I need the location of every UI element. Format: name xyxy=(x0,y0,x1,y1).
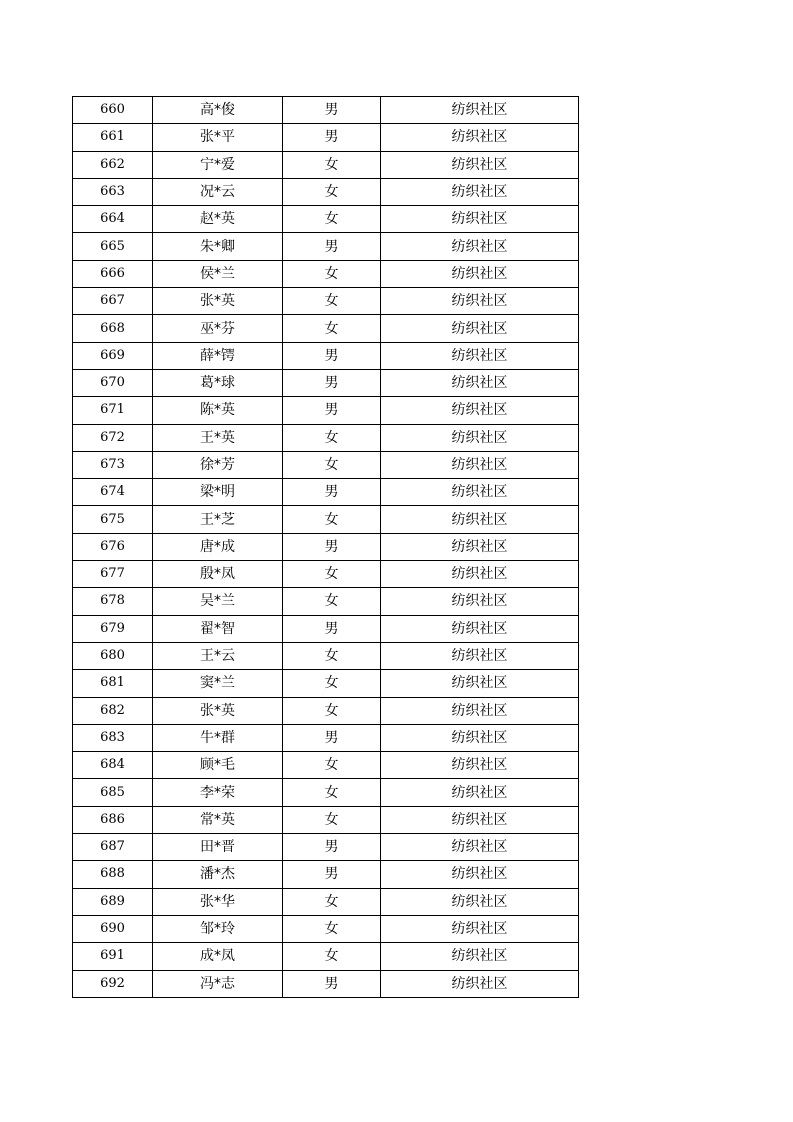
cell-gender: 男 xyxy=(283,533,381,560)
cell-community: 纺织社区 xyxy=(381,369,579,396)
cell-community: 纺织社区 xyxy=(381,806,579,833)
cell-community: 纺织社区 xyxy=(381,424,579,451)
cell-name: 常*英 xyxy=(153,806,283,833)
cell-name: 王*芝 xyxy=(153,506,283,533)
cell-community: 纺织社区 xyxy=(381,970,579,997)
table-row xyxy=(73,260,579,287)
table-row xyxy=(73,479,579,506)
cell-number: 673 xyxy=(73,451,153,478)
cell-number: 687 xyxy=(73,834,153,861)
cell-number: 664 xyxy=(73,206,153,233)
table-row xyxy=(73,888,579,915)
cell-number: 662 xyxy=(73,151,153,178)
cell-community: 纺织社区 xyxy=(381,752,579,779)
table-row xyxy=(73,178,579,205)
cell-community: 纺织社区 xyxy=(381,288,579,315)
cell-community: 纺织社区 xyxy=(381,97,579,124)
table-row xyxy=(73,233,579,260)
cell-name: 宁*爱 xyxy=(153,151,283,178)
cell-number: 688 xyxy=(73,861,153,888)
cell-number: 668 xyxy=(73,315,153,342)
cell-gender: 女 xyxy=(283,697,381,724)
cell-community: 纺织社区 xyxy=(381,206,579,233)
cell-name: 殷*凤 xyxy=(153,561,283,588)
cell-gender: 女 xyxy=(283,670,381,697)
cell-gender: 女 xyxy=(283,451,381,478)
cell-community: 纺织社区 xyxy=(381,642,579,669)
cell-number: 678 xyxy=(73,588,153,615)
cell-number: 671 xyxy=(73,397,153,424)
cell-gender: 女 xyxy=(283,506,381,533)
table-row xyxy=(73,642,579,669)
cell-community: 纺织社区 xyxy=(381,533,579,560)
table-row xyxy=(73,561,579,588)
cell-gender: 女 xyxy=(283,288,381,315)
table-row xyxy=(73,615,579,642)
cell-community: 纺织社区 xyxy=(381,670,579,697)
table-row xyxy=(73,151,579,178)
cell-number: 667 xyxy=(73,288,153,315)
cell-community: 纺织社区 xyxy=(381,178,579,205)
table-row xyxy=(73,943,579,970)
cell-gender: 女 xyxy=(283,588,381,615)
cell-number: 672 xyxy=(73,424,153,451)
table-row xyxy=(73,369,579,396)
cell-number: 679 xyxy=(73,615,153,642)
table-row xyxy=(73,124,579,151)
table-row xyxy=(73,533,579,560)
cell-name: 徐*芳 xyxy=(153,451,283,478)
table-row xyxy=(73,915,579,942)
cell-name: 况*云 xyxy=(153,178,283,205)
cell-number: 685 xyxy=(73,779,153,806)
roster-table xyxy=(72,96,579,998)
cell-name: 梁*明 xyxy=(153,479,283,506)
cell-name: 侯*兰 xyxy=(153,260,283,287)
table-row xyxy=(73,724,579,751)
table-row xyxy=(73,970,579,997)
cell-number: 684 xyxy=(73,752,153,779)
cell-community: 纺织社区 xyxy=(381,724,579,751)
cell-community: 纺织社区 xyxy=(381,342,579,369)
cell-community: 纺织社区 xyxy=(381,479,579,506)
cell-community: 纺织社区 xyxy=(381,151,579,178)
cell-number: 680 xyxy=(73,642,153,669)
cell-gender: 女 xyxy=(283,642,381,669)
cell-gender: 男 xyxy=(283,479,381,506)
cell-number: 660 xyxy=(73,97,153,124)
cell-number: 666 xyxy=(73,260,153,287)
table-row xyxy=(73,588,579,615)
cell-gender: 女 xyxy=(283,779,381,806)
cell-number: 682 xyxy=(73,697,153,724)
cell-number: 689 xyxy=(73,888,153,915)
cell-number: 690 xyxy=(73,915,153,942)
cell-number: 691 xyxy=(73,943,153,970)
cell-gender: 女 xyxy=(283,943,381,970)
cell-community: 纺织社区 xyxy=(381,588,579,615)
cell-name: 顾*毛 xyxy=(153,752,283,779)
cell-gender: 男 xyxy=(283,369,381,396)
table-row xyxy=(73,752,579,779)
cell-community: 纺织社区 xyxy=(381,233,579,260)
table-row xyxy=(73,834,579,861)
cell-gender: 男 xyxy=(283,97,381,124)
cell-gender: 女 xyxy=(283,561,381,588)
cell-gender: 女 xyxy=(283,424,381,451)
table-row xyxy=(73,397,579,424)
cell-name: 王*英 xyxy=(153,424,283,451)
cell-community: 纺织社区 xyxy=(381,561,579,588)
cell-number: 676 xyxy=(73,533,153,560)
cell-number: 681 xyxy=(73,670,153,697)
cell-number: 677 xyxy=(73,561,153,588)
cell-gender: 男 xyxy=(283,124,381,151)
table-row xyxy=(73,206,579,233)
cell-number: 661 xyxy=(73,124,153,151)
cell-community: 纺织社区 xyxy=(381,315,579,342)
cell-community: 纺织社区 xyxy=(381,834,579,861)
cell-community: 纺织社区 xyxy=(381,915,579,942)
table-row xyxy=(73,288,579,315)
cell-gender: 男 xyxy=(283,233,381,260)
cell-gender: 女 xyxy=(283,178,381,205)
cell-name: 陈*英 xyxy=(153,397,283,424)
cell-gender: 女 xyxy=(283,915,381,942)
cell-community: 纺织社区 xyxy=(381,397,579,424)
cell-community: 纺织社区 xyxy=(381,260,579,287)
table-row xyxy=(73,424,579,451)
cell-name: 巫*芬 xyxy=(153,315,283,342)
cell-number: 675 xyxy=(73,506,153,533)
cell-gender: 男 xyxy=(283,970,381,997)
table-row xyxy=(73,861,579,888)
cell-number: 663 xyxy=(73,178,153,205)
cell-gender: 女 xyxy=(283,806,381,833)
cell-gender: 女 xyxy=(283,752,381,779)
cell-gender: 女 xyxy=(283,888,381,915)
cell-name: 潘*杰 xyxy=(153,861,283,888)
cell-gender: 男 xyxy=(283,615,381,642)
table-row xyxy=(73,342,579,369)
cell-community: 纺织社区 xyxy=(381,615,579,642)
cell-gender: 女 xyxy=(283,206,381,233)
table-row xyxy=(73,697,579,724)
cell-community: 纺织社区 xyxy=(381,861,579,888)
cell-name: 李*荣 xyxy=(153,779,283,806)
table-row xyxy=(73,97,579,124)
table-row xyxy=(73,451,579,478)
table-row xyxy=(73,506,579,533)
cell-number: 674 xyxy=(73,479,153,506)
table-row xyxy=(73,670,579,697)
cell-name: 薛*锷 xyxy=(153,342,283,369)
cell-name: 张*华 xyxy=(153,888,283,915)
cell-number: 683 xyxy=(73,724,153,751)
cell-number: 669 xyxy=(73,342,153,369)
cell-number: 670 xyxy=(73,369,153,396)
cell-name: 窦*兰 xyxy=(153,670,283,697)
cell-name: 朱*卿 xyxy=(153,233,283,260)
roster-table-body xyxy=(73,97,579,998)
cell-name: 张*英 xyxy=(153,697,283,724)
cell-gender: 女 xyxy=(283,260,381,287)
cell-community: 纺织社区 xyxy=(381,697,579,724)
cell-name: 唐*成 xyxy=(153,533,283,560)
cell-gender: 男 xyxy=(283,834,381,861)
cell-number: 686 xyxy=(73,806,153,833)
cell-name: 张*平 xyxy=(153,124,283,151)
cell-name: 王*云 xyxy=(153,642,283,669)
table-row xyxy=(73,806,579,833)
table-row xyxy=(73,315,579,342)
cell-name: 成*凤 xyxy=(153,943,283,970)
cell-community: 纺织社区 xyxy=(381,124,579,151)
cell-number: 665 xyxy=(73,233,153,260)
cell-name: 冯*志 xyxy=(153,970,283,997)
cell-name: 张*英 xyxy=(153,288,283,315)
cell-name: 邹*玲 xyxy=(153,915,283,942)
cell-gender: 女 xyxy=(283,151,381,178)
cell-community: 纺织社区 xyxy=(381,506,579,533)
cell-name: 牛*群 xyxy=(153,724,283,751)
cell-name: 翟*智 xyxy=(153,615,283,642)
cell-name: 田*晋 xyxy=(153,834,283,861)
cell-community: 纺织社区 xyxy=(381,779,579,806)
cell-gender: 男 xyxy=(283,397,381,424)
cell-gender: 男 xyxy=(283,342,381,369)
cell-gender: 男 xyxy=(283,861,381,888)
cell-name: 高*俊 xyxy=(153,97,283,124)
cell-gender: 女 xyxy=(283,315,381,342)
cell-community: 纺织社区 xyxy=(381,888,579,915)
cell-name: 赵*英 xyxy=(153,206,283,233)
table-row xyxy=(73,779,579,806)
cell-community: 纺织社区 xyxy=(381,943,579,970)
cell-name: 葛*球 xyxy=(153,369,283,396)
cell-community: 纺织社区 xyxy=(381,451,579,478)
cell-name: 吴*兰 xyxy=(153,588,283,615)
cell-number: 692 xyxy=(73,970,153,997)
cell-gender: 男 xyxy=(283,724,381,751)
